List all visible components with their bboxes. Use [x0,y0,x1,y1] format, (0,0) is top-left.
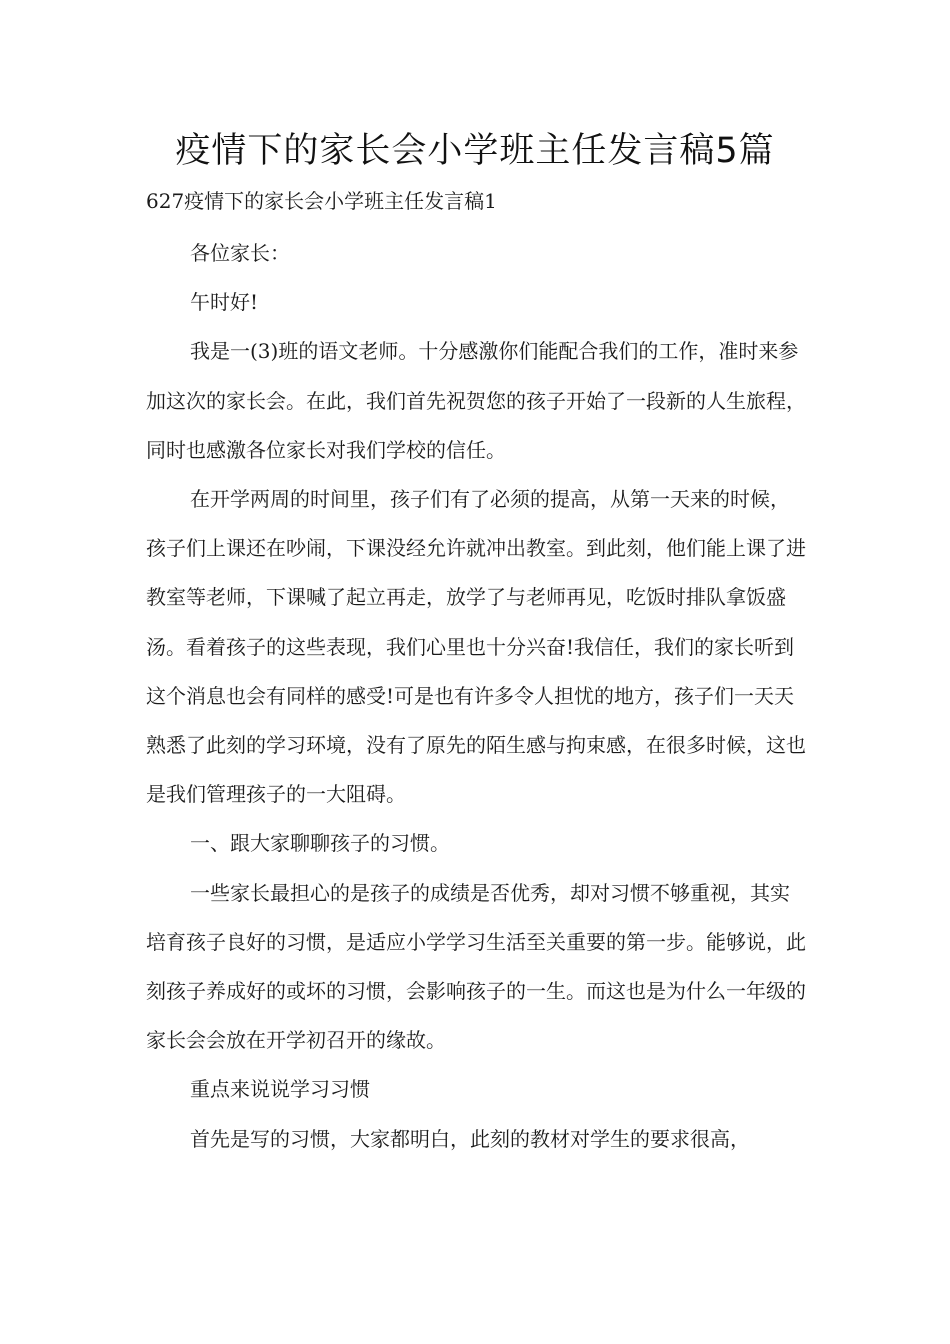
paragraph-study-habits: 重点来说说学习习惯 [190,1077,370,1102]
paragraph-intro: 我是一(3)班的语文老师。十分感激你们能配合我们的工作，准时来参加这次的家长会。在此，我们首先祝贺您的孩子开始了一段新的人生旅程，同时也感激各位家长对我们学校的信任。 [146,339,806,462]
document-body [146,229,806,1164]
paragraph-writing-habit: 首先是写的习惯，大家都明白，此刻的教材对学生的要求很高， [190,1126,750,1151]
paragraph-salutation: 各位家长： [190,241,290,265]
paragraph-progress: 在开学两周的时间里，孩子们有了必须的提高，从第一天来的时候，孩子们上课还在吵闹，下课没经允许就冲出教室。到此刻，他们能上课了进教室等老师，下课喊了起立再走，放学了与老师再见，吃饭时排队拿饭盛汤。看着孩子的这些表现，我们心里也十分兴奋!我信任，我们的家长听到这个消息也会有同样的感受!可是也有许多令人担忧的地方，孩子们一天天熟悉了此刻的学习环境，没有了原先的陌生感与拘束感，在很多时候，这也是我们管理孩子的一大阻碍。 [146,487,806,807]
paragraph-section-one: 一、跟大家聊聊孩子的习惯。 [190,831,450,856]
paragraph-greeting: 午时好! [190,290,259,315]
paragraph-habits: 一些家长最担心的是孩子的成绩是否优秀，却对习惯不够重视，其实培育孩子良好的习惯，是适应小学学习生活至关重要的第一步。能够说，此刻孩子养成好的或坏的习惯，会影响孩子的一生。而这也是为什么一年级的家长会会放在开学初召开的缘故。 [146,880,806,1053]
section-heading: 627疫情下的家长会小学班主任发言稿1 [146,189,497,213]
document-title: 疫情下的家长会小学班主任发言稿5篇 [175,131,775,171]
